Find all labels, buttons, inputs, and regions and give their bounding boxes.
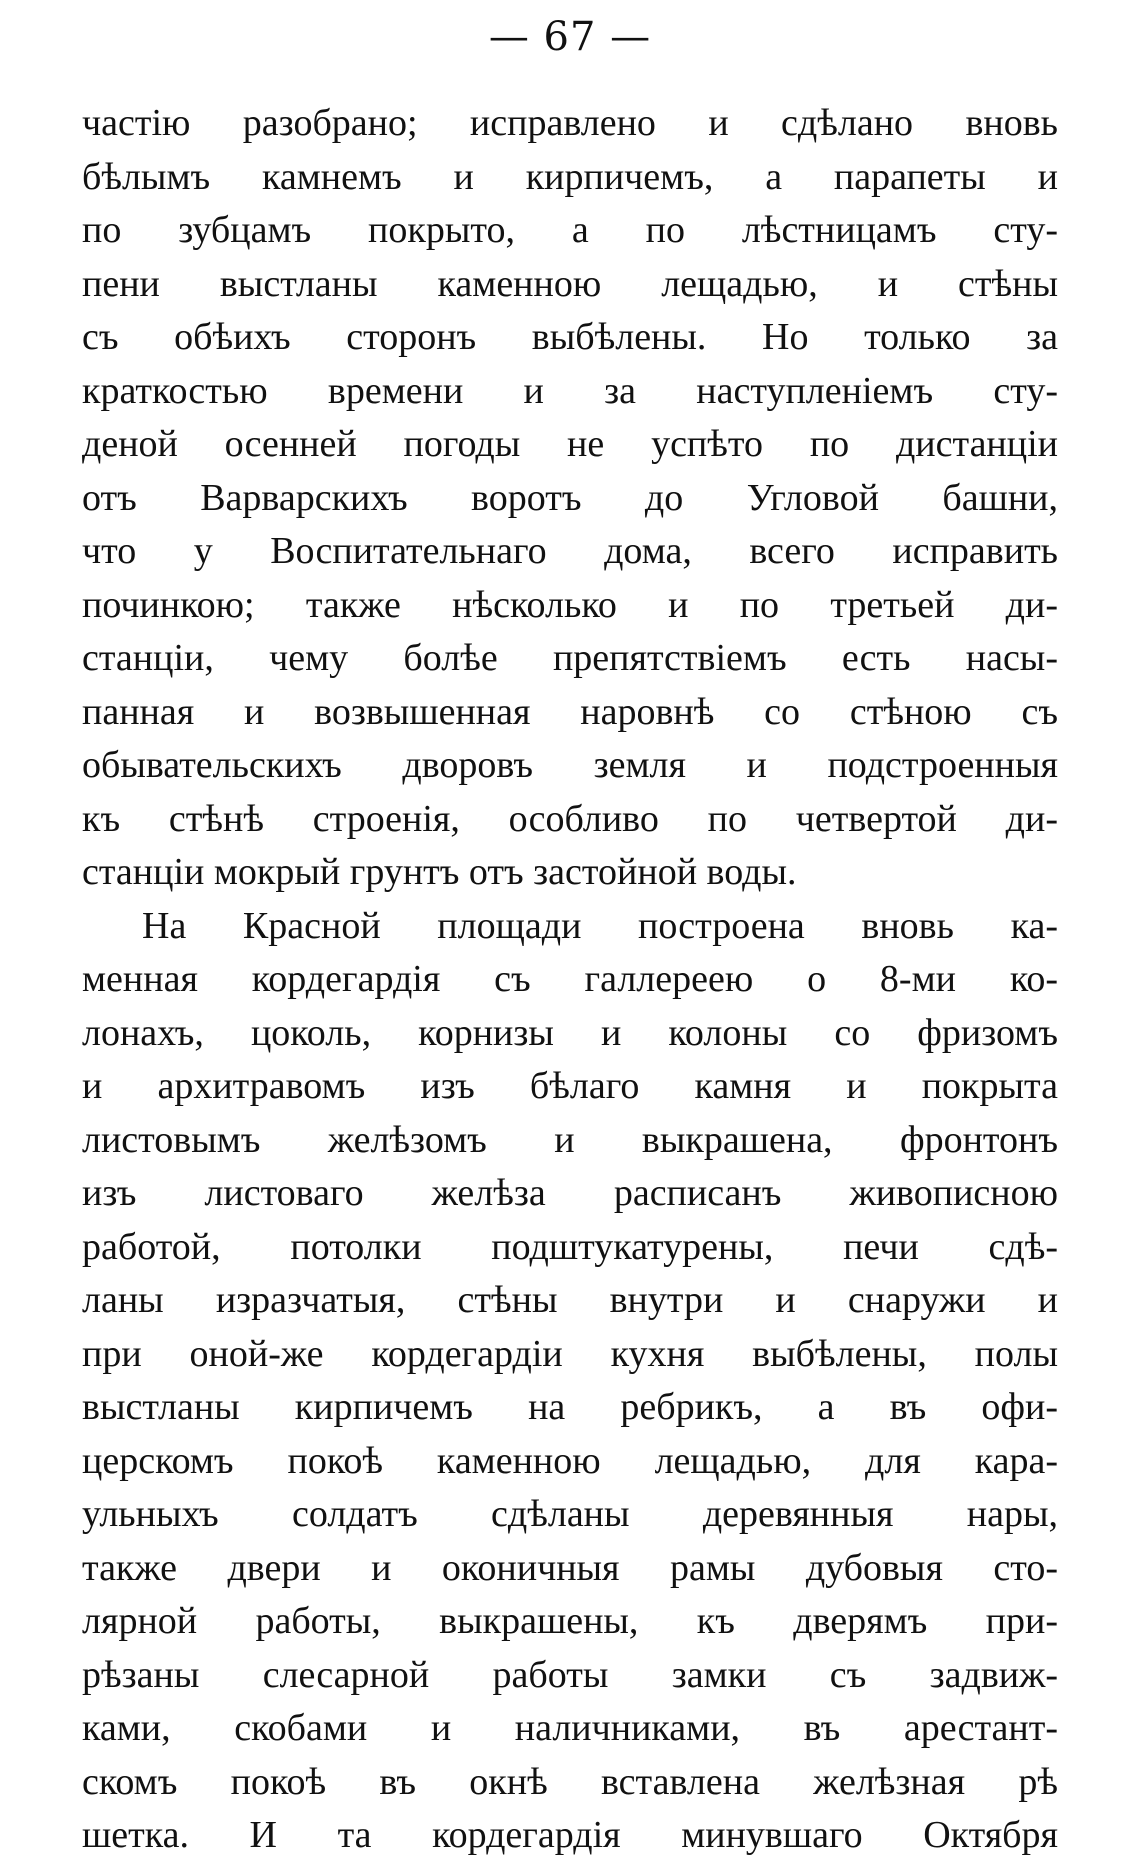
text-line: лонахъ, цоколь, корнизы и колоны со фризомъ xyxy=(82,1011,1058,1054)
text-line: съ обѣихъ сторонъ выбѣлены. Но только за xyxy=(82,316,1058,358)
text-line: что у Воспитательнаго дома, всего исправить xyxy=(82,530,1058,572)
text-line: деной осенней погоды не успѣто по дистанціи xyxy=(82,423,1058,465)
text-line: шетка. И та кордегардія минувшаго Октября xyxy=(82,1814,1058,1856)
text-line: скомъ покоѣ въ окнѣ вставлена желѣзная рѣ xyxy=(82,1760,1058,1803)
text-line: бѣлымъ камнемъ и кирпичемъ, а парапеты и xyxy=(82,155,1058,198)
text-line: обывательскихъ дворовъ земля и подстроенныя xyxy=(82,744,1058,786)
paragraph-end-line: станціи мокрый грунтъ отъ застойной воды. xyxy=(82,851,797,893)
text-line: лярной работы, выкрашены, къ дверямъ при- xyxy=(82,1600,1058,1642)
text-line: пени выстланы каменною лещадью, и стѣны xyxy=(82,262,1058,305)
text-line: выстланы кирпичемъ на ребрикъ, а въ офи- xyxy=(82,1386,1058,1428)
text-line: работой, потолки подштукатурены, печи сдѣ- xyxy=(82,1225,1058,1268)
text-line: и архитравомъ изъ бѣлаго камня и покрыта xyxy=(82,1065,1058,1107)
text-line: изъ листоваго желѣза расписанъ живописною xyxy=(82,1172,1058,1214)
text-line: по зубцамъ покрыто, а по лѣстницамъ сту- xyxy=(82,209,1058,251)
body-text xyxy=(82,97,1058,1863)
text-line: починкою; также нѣсколько и по третьей ди- xyxy=(82,583,1058,626)
text-line: частію разобрано; исправлено и сдѣлано вновь xyxy=(82,102,1058,144)
text-line: станціи, чему болѣе препятствіемъ есть насы- xyxy=(82,637,1058,679)
text-line: отъ Варварскихъ воротъ до Угловой башни, xyxy=(82,476,1058,519)
text-line: ланы изразчатыя, стѣны внутри и снаружи и xyxy=(82,1279,1058,1321)
text-line: менная кордегардія съ галлереею о 8-ми ко- xyxy=(82,958,1058,1000)
text-line: ками, скобами и наличниками, въ арестант- xyxy=(82,1707,1058,1749)
text-line: рѣзаны слесарной работы замки съ задвиж- xyxy=(82,1653,1058,1696)
text-line: при оной-же кордегардіи кухня выбѣлены, полы xyxy=(82,1332,1058,1375)
text-line: къ стѣнѣ строенія, особливо по четвертой ди- xyxy=(82,797,1058,840)
text-line: краткостью времени и за наступленіемъ сту- xyxy=(82,369,1058,412)
text-line: также двери и оконичныя рамы дубовыя сто- xyxy=(82,1546,1058,1589)
page-number: — 67 — xyxy=(488,14,652,60)
text-line: панная и возвышенная наровнѣ со стѣною съ xyxy=(82,690,1058,733)
text-line: ульныхъ солдатъ сдѣланы деревянныя нары, xyxy=(82,1493,1058,1535)
text-line: церскомъ покоѣ каменною лещадью, для кара- xyxy=(82,1439,1058,1482)
paragraph-start-line: На Красной площади построена вновь ка- xyxy=(142,904,1058,947)
text-line: листовымъ желѣзомъ и выкрашена, фронтонъ xyxy=(82,1118,1058,1161)
